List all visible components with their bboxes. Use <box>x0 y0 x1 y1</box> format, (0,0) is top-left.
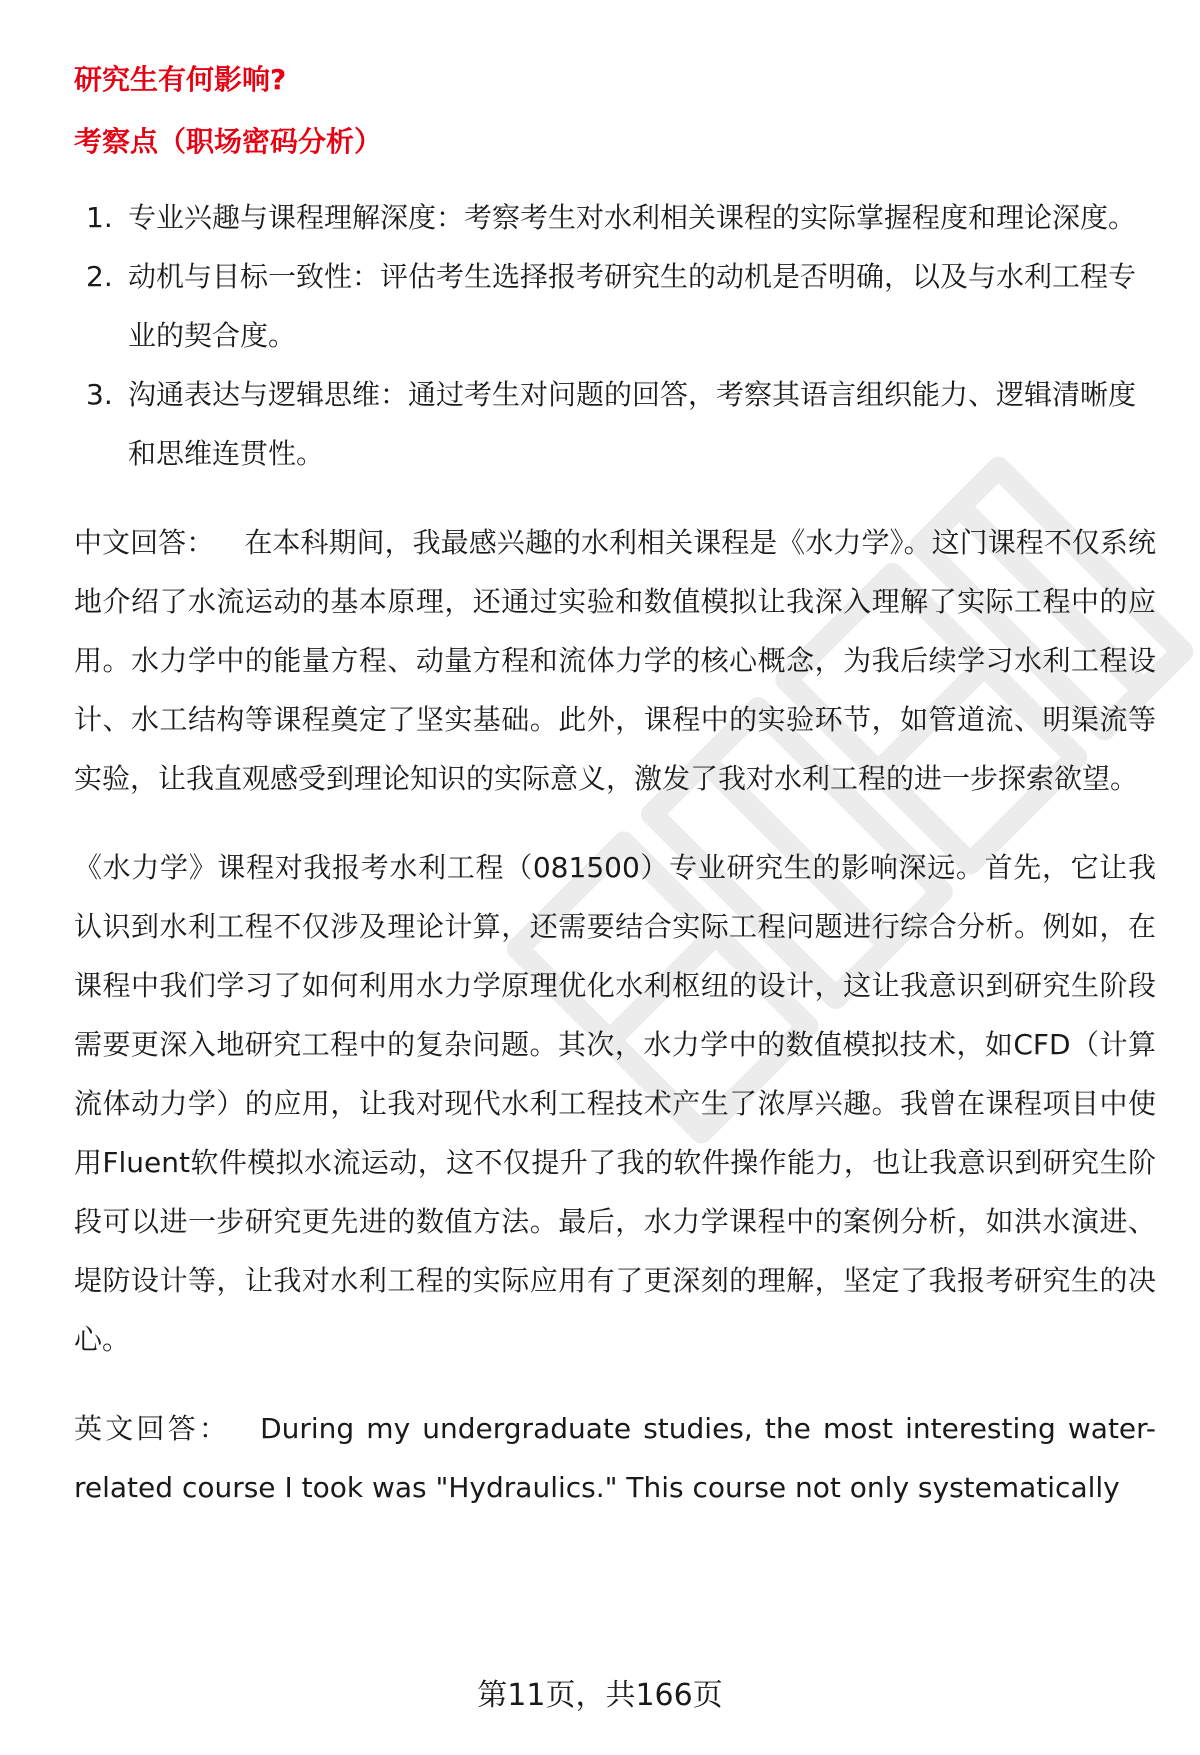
chinese-answer-paragraph-1 <box>74 513 1156 808</box>
point-text: 沟通表达与逻辑思维：通过考生对问题的回答，考察其语言组织能力、逻辑清晰度和思维连贯性。 <box>128 378 1137 470</box>
evaluation-point <box>74 188 1156 247</box>
english-answer-text: During my undergraduate studies, the most interesting water-related course I took was "Hydraulics." This course not only systematically <box>74 1412 1156 1504</box>
evaluation-point <box>74 247 1156 365</box>
point-number: 2. <box>86 260 113 293</box>
page-number-footer: 第11页，共166页 <box>477 1678 723 1713</box>
point-text: 专业兴趣与课程理解深度：考察考生对水利相关课程的实际掌握程度和理论深度。 <box>128 201 1137 234</box>
chinese-answer-paragraph-2: 《水力学》课程对我报考水利工程（081500）专业研究生的影响深远。首先，它让我认识到水利工程不仅涉及理论计算，还需要结合实际工程问题进行综合分析。例如，在课程中我们学习了如何利用水力学原理优化水利枢纽的设计，这让我意识到研究生阶段需要更深入地研究工程中的复杂问题。其次，水力学中的数值模拟技术，如CFD（计算流体动力学）的应用，让我对现代水利工程技术产生了浓厚兴趣。我曾在课程项目中使用Fluent软件模拟水流运动，这不仅提升了我的软件操作能力，也让我意识到研究生阶段可以进一步研究更先进的数值方法。最后，水力学课程中的案例分析，如洪水演进、堤防设计等，让我对水利工程的实际应用有了更深刻的理解，坚定了我报考研究生的决心。 <box>74 851 1156 1356</box>
english-answer-paragraph <box>74 1399 1156 1517</box>
evaluation-points-list <box>74 188 1156 483</box>
point-number: 3. <box>86 378 113 411</box>
question-heading: 研究生有何影响? <box>74 63 287 96</box>
focus-heading: 考察点（职场密码分析） <box>74 125 383 158</box>
evaluation-point <box>74 365 1156 483</box>
chinese-answer-label: 中文回答： <box>74 526 215 559</box>
main-content <box>74 58 1156 1517</box>
point-number: 1. <box>86 201 113 234</box>
english-answer-label: 英文回答： <box>74 1412 231 1445</box>
chinese-answer-text-1: 在本科期间，我最感兴趣的水利相关课程是《水力学》。这门课程不仅系统地介绍了水流运动的基本原理，还通过实验和数值模拟让我深入理解了实际工程中的应用。水力学中的能量方程、动量方程和流体力学的核心概念，为我后续学习水利工程设计、水工结构等课程奠定了坚实基础。此外，课程中的实验环节，如管道流、明渠流等实验，让我直观感受到理论知识的实际意义，激发了我对水利工程的进一步探索欲望。 <box>74 526 1156 795</box>
point-text: 动机与目标一致性：评估考生选择报考研究生的动机是否明确，以及与水利工程专业的契合度。 <box>128 260 1137 352</box>
